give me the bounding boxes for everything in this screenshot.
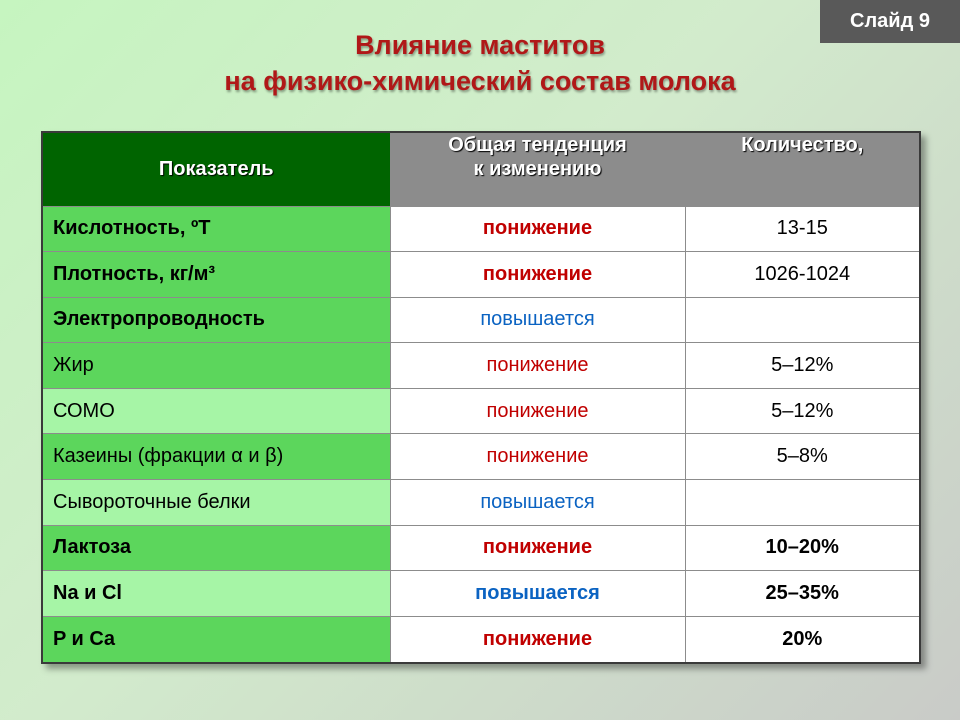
slide-number-badge: Слайд 9 bbox=[820, 0, 960, 43]
row-label: Сывороточные белки bbox=[42, 480, 390, 526]
row-trend: повышается bbox=[390, 571, 685, 617]
table-row bbox=[42, 297, 920, 343]
row-trend: повышается bbox=[390, 480, 685, 526]
row-amount: 5–12% bbox=[685, 343, 920, 389]
row-label: СОМО bbox=[42, 388, 390, 434]
table-row bbox=[42, 525, 920, 571]
row-label: Казеины (фракции α и β) bbox=[42, 434, 390, 480]
row-amount bbox=[685, 297, 920, 343]
row-trend: повышается bbox=[390, 297, 685, 343]
row-label: Плотность, кг/м³ bbox=[42, 252, 390, 298]
table-row bbox=[42, 616, 920, 663]
slide-title bbox=[0, 27, 960, 99]
header-trend-line-2: к изменению bbox=[473, 158, 602, 180]
row-amount: 1026-1024 bbox=[685, 252, 920, 298]
table-row bbox=[42, 571, 920, 617]
table-header-row bbox=[42, 132, 920, 206]
row-amount: 10–20% bbox=[685, 525, 920, 571]
row-label: Кислотность, ºТ bbox=[42, 206, 390, 252]
row-amount: 5–12% bbox=[685, 388, 920, 434]
table-row bbox=[42, 434, 920, 480]
row-trend: понижение bbox=[390, 525, 685, 571]
row-amount: 20% bbox=[685, 616, 920, 663]
row-trend: понижение bbox=[390, 206, 685, 252]
row-label: Na и Cl bbox=[42, 571, 390, 617]
table-row bbox=[42, 480, 920, 526]
header-trend bbox=[390, 132, 685, 206]
row-label: Жир bbox=[42, 343, 390, 389]
row-label: P и Ca bbox=[42, 616, 390, 663]
row-label: Лактоза bbox=[42, 525, 390, 571]
row-trend: понижение bbox=[390, 252, 685, 298]
header-indicator: Показатель bbox=[42, 132, 390, 206]
row-amount: 5–8% bbox=[685, 434, 920, 480]
table-row bbox=[42, 388, 920, 434]
row-trend: понижение bbox=[390, 388, 685, 434]
title-line-1: Влияние маститов bbox=[355, 30, 605, 60]
row-amount: 13-15 bbox=[685, 206, 920, 252]
row-trend: понижение bbox=[390, 434, 685, 480]
row-amount: 25–35% bbox=[685, 571, 920, 617]
header-amount: Количество, bbox=[685, 132, 920, 206]
row-trend: понижение bbox=[390, 616, 685, 663]
row-amount bbox=[685, 480, 920, 526]
row-label: Электропроводность bbox=[42, 297, 390, 343]
milk-composition-table bbox=[41, 131, 921, 664]
title-line-2: на физико-химический состав молока bbox=[224, 66, 736, 96]
header-trend-line-1: Общая тенденция bbox=[448, 134, 627, 156]
table-row bbox=[42, 252, 920, 298]
row-trend: понижение bbox=[390, 343, 685, 389]
table-row bbox=[42, 206, 920, 252]
table-row bbox=[42, 343, 920, 389]
